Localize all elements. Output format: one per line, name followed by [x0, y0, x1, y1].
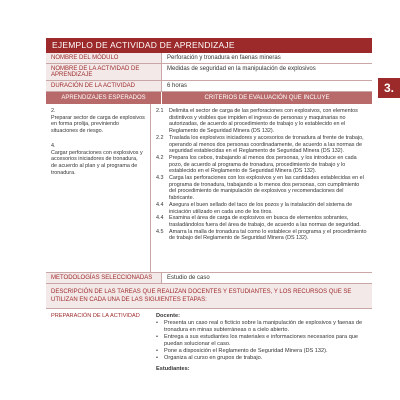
bullet-icon: •: [156, 320, 158, 326]
criteria-list: [151, 104, 372, 272]
learning-table: [46, 104, 372, 273]
header-expected: APRENDIZAJES ESPERADOS: [46, 92, 162, 104]
criteria-item: [156, 175, 367, 202]
criteria-num: 4.2: [156, 154, 164, 161]
criteria-item: [156, 108, 367, 135]
list-item: [156, 348, 367, 355]
criteria-num: 2.1: [156, 108, 164, 114]
criteria-text: Delimita el sector de carga de las perforaciones con explosivos, con elementos distintivos y visibles que impiden el ingreso de personas y maquinarias no autorizadas, de acuerdo al procedimiento de trabajo y lo establecido en el Reglamento de Seguridad Minera (DS 132).: [169, 108, 358, 135]
activity-sheet: [46, 38, 372, 377]
bullet-icon: •: [156, 355, 158, 361]
header-criteria: CRITERIOS DE EVALUACIÓN QUE INCLUYE: [162, 92, 372, 104]
bullet-icon: •: [156, 348, 158, 354]
info-value: Perforación y tronadura en faenas mineras: [167, 55, 281, 61]
criteria-text: Prepara los cebos, trabajando al menos dos personas, y los introduce en cada pozo, de acuerdo al programa de tronadura, procedimiento de trabajo y lo establecido en el Reglamento de Seguridad Minera (DS 132).: [169, 154, 357, 175]
estudiantes-title: Estudiantes:: [156, 366, 190, 372]
info-row-duration: [46, 81, 372, 92]
sheet-title: EJEMPLO DE ACTIVIDAD DE APRENDIZAJE: [46, 38, 372, 53]
top-bar: [0, 0, 400, 34]
criteria-item: [156, 229, 367, 242]
expected-item: [51, 143, 145, 177]
preparation-label: PREPARACIÓN DE LA ACTIVIDAD: [51, 313, 140, 319]
criteria-num: 4.4: [156, 201, 164, 208]
criteria-num: 4.3: [156, 175, 164, 182]
criteria-num: 4.5: [156, 228, 164, 235]
info-value: Medidas de seguridad en la manipulación de explosivos: [167, 66, 316, 72]
info-label: NOMBRE DEL MÓDULO: [46, 53, 162, 63]
info-row-activity: [46, 64, 372, 81]
docente-item: Entrega a sus estudiantes los materiales e informaciones necesarios para que puedan solucionar el caso.: [164, 334, 359, 347]
docente-title: Docente:: [156, 313, 180, 319]
preparation-section: [46, 309, 372, 377]
criteria-item: [156, 135, 367, 155]
section-tab: 3.: [378, 78, 400, 98]
expected-item: [51, 108, 145, 135]
criteria-text: Carga las perforaciones con los explosivos y en las cantidades establecidas en el programa de tronadura, trabajando a lo menos dos personas, con cumplimiento del procedimiento de manipulación de explosivos y recomendaciones del fabricante.: [169, 175, 364, 202]
expected-text: Preparar sector de carga de explosivos en forma prolija, previniendo situaciones de riesgo.: [51, 114, 145, 135]
docente-item: Organiza al curso en grupos de trabajo.: [164, 355, 263, 361]
criteria-num: 2.2: [156, 134, 164, 141]
criteria-text: Amarra la malla de tronadura tal como lo establece el programa y el procedimiento de trabajo del Reglamento de Seguridad Minera (DS 132).: [169, 228, 367, 242]
column-headers: [46, 92, 372, 104]
methodology-value: Estudio de caso: [167, 275, 210, 281]
info-label: NOMBRE DE LA ACTIVIDAD DE APRENDIZAJE: [46, 64, 162, 80]
docente-item: Presenta un caso real o ficticio sobre la manipulación de explosivos y faenas de tronadura en minas subterráneas o a cielo abierto.: [164, 320, 363, 333]
methodology-row: [46, 273, 372, 284]
preparation-content: [151, 309, 372, 377]
expected-num: 4.: [51, 142, 56, 149]
expected-text: Cargar perforaciones con explosivos y accesorios iniciadores de tronadura, de acuerdo al plan y al programa de tronadura.: [51, 149, 143, 176]
info-label: DURACIÓN DE LA ACTIVIDAD: [46, 81, 162, 91]
criteria-num: 4.4: [156, 215, 164, 222]
criteria-item: [156, 155, 367, 175]
criteria-item: [156, 215, 367, 228]
methodology-label: METODOLOGÍAS SELECCIONADAS: [46, 273, 162, 283]
list-item: [156, 320, 367, 334]
list-item: [156, 334, 367, 348]
criteria-text: Traslada los explosivos iniciadores y accesorios de tronadura al frente de trabajo, operando al menos dos personas coordinadamente, de acuerdo a las normas de seguridad establecidas en el Reglamento de Seguridad Minera (DS 132).: [169, 134, 364, 155]
expected-num: 2.: [51, 108, 56, 114]
info-row-module: [46, 53, 372, 64]
description-header: DESCRIPCIÓN DE LAS TAREAS QUE REALIZAN DOCENTES Y ESTUDIANTES, Y LOS RECURSOS QUE SE UTILIZAN EN CADA UNA DE LAS SIGUIENTES ETAPAS:: [46, 284, 372, 309]
criteria-text: Examina el área de carga de explosivos en busca de elementos sobrantes, trasladándolos fuera del área de trabajo, de acuerdo a las normas de seguridad.: [169, 215, 361, 228]
bullet-icon: •: [156, 334, 158, 340]
info-value: 6 horas: [167, 83, 188, 89]
criteria-text: Asegura el buen sellado del taco de los pozos y la instalación del sistema de iniciación utilizado en cada uno de los tiros.: [169, 201, 353, 215]
docente-item: Pone a disposición el Reglamento de Seguridad Minera (DS 132).: [164, 348, 328, 354]
list-item: [156, 355, 367, 362]
criteria-item: [156, 202, 367, 215]
expected-list: [46, 104, 151, 272]
